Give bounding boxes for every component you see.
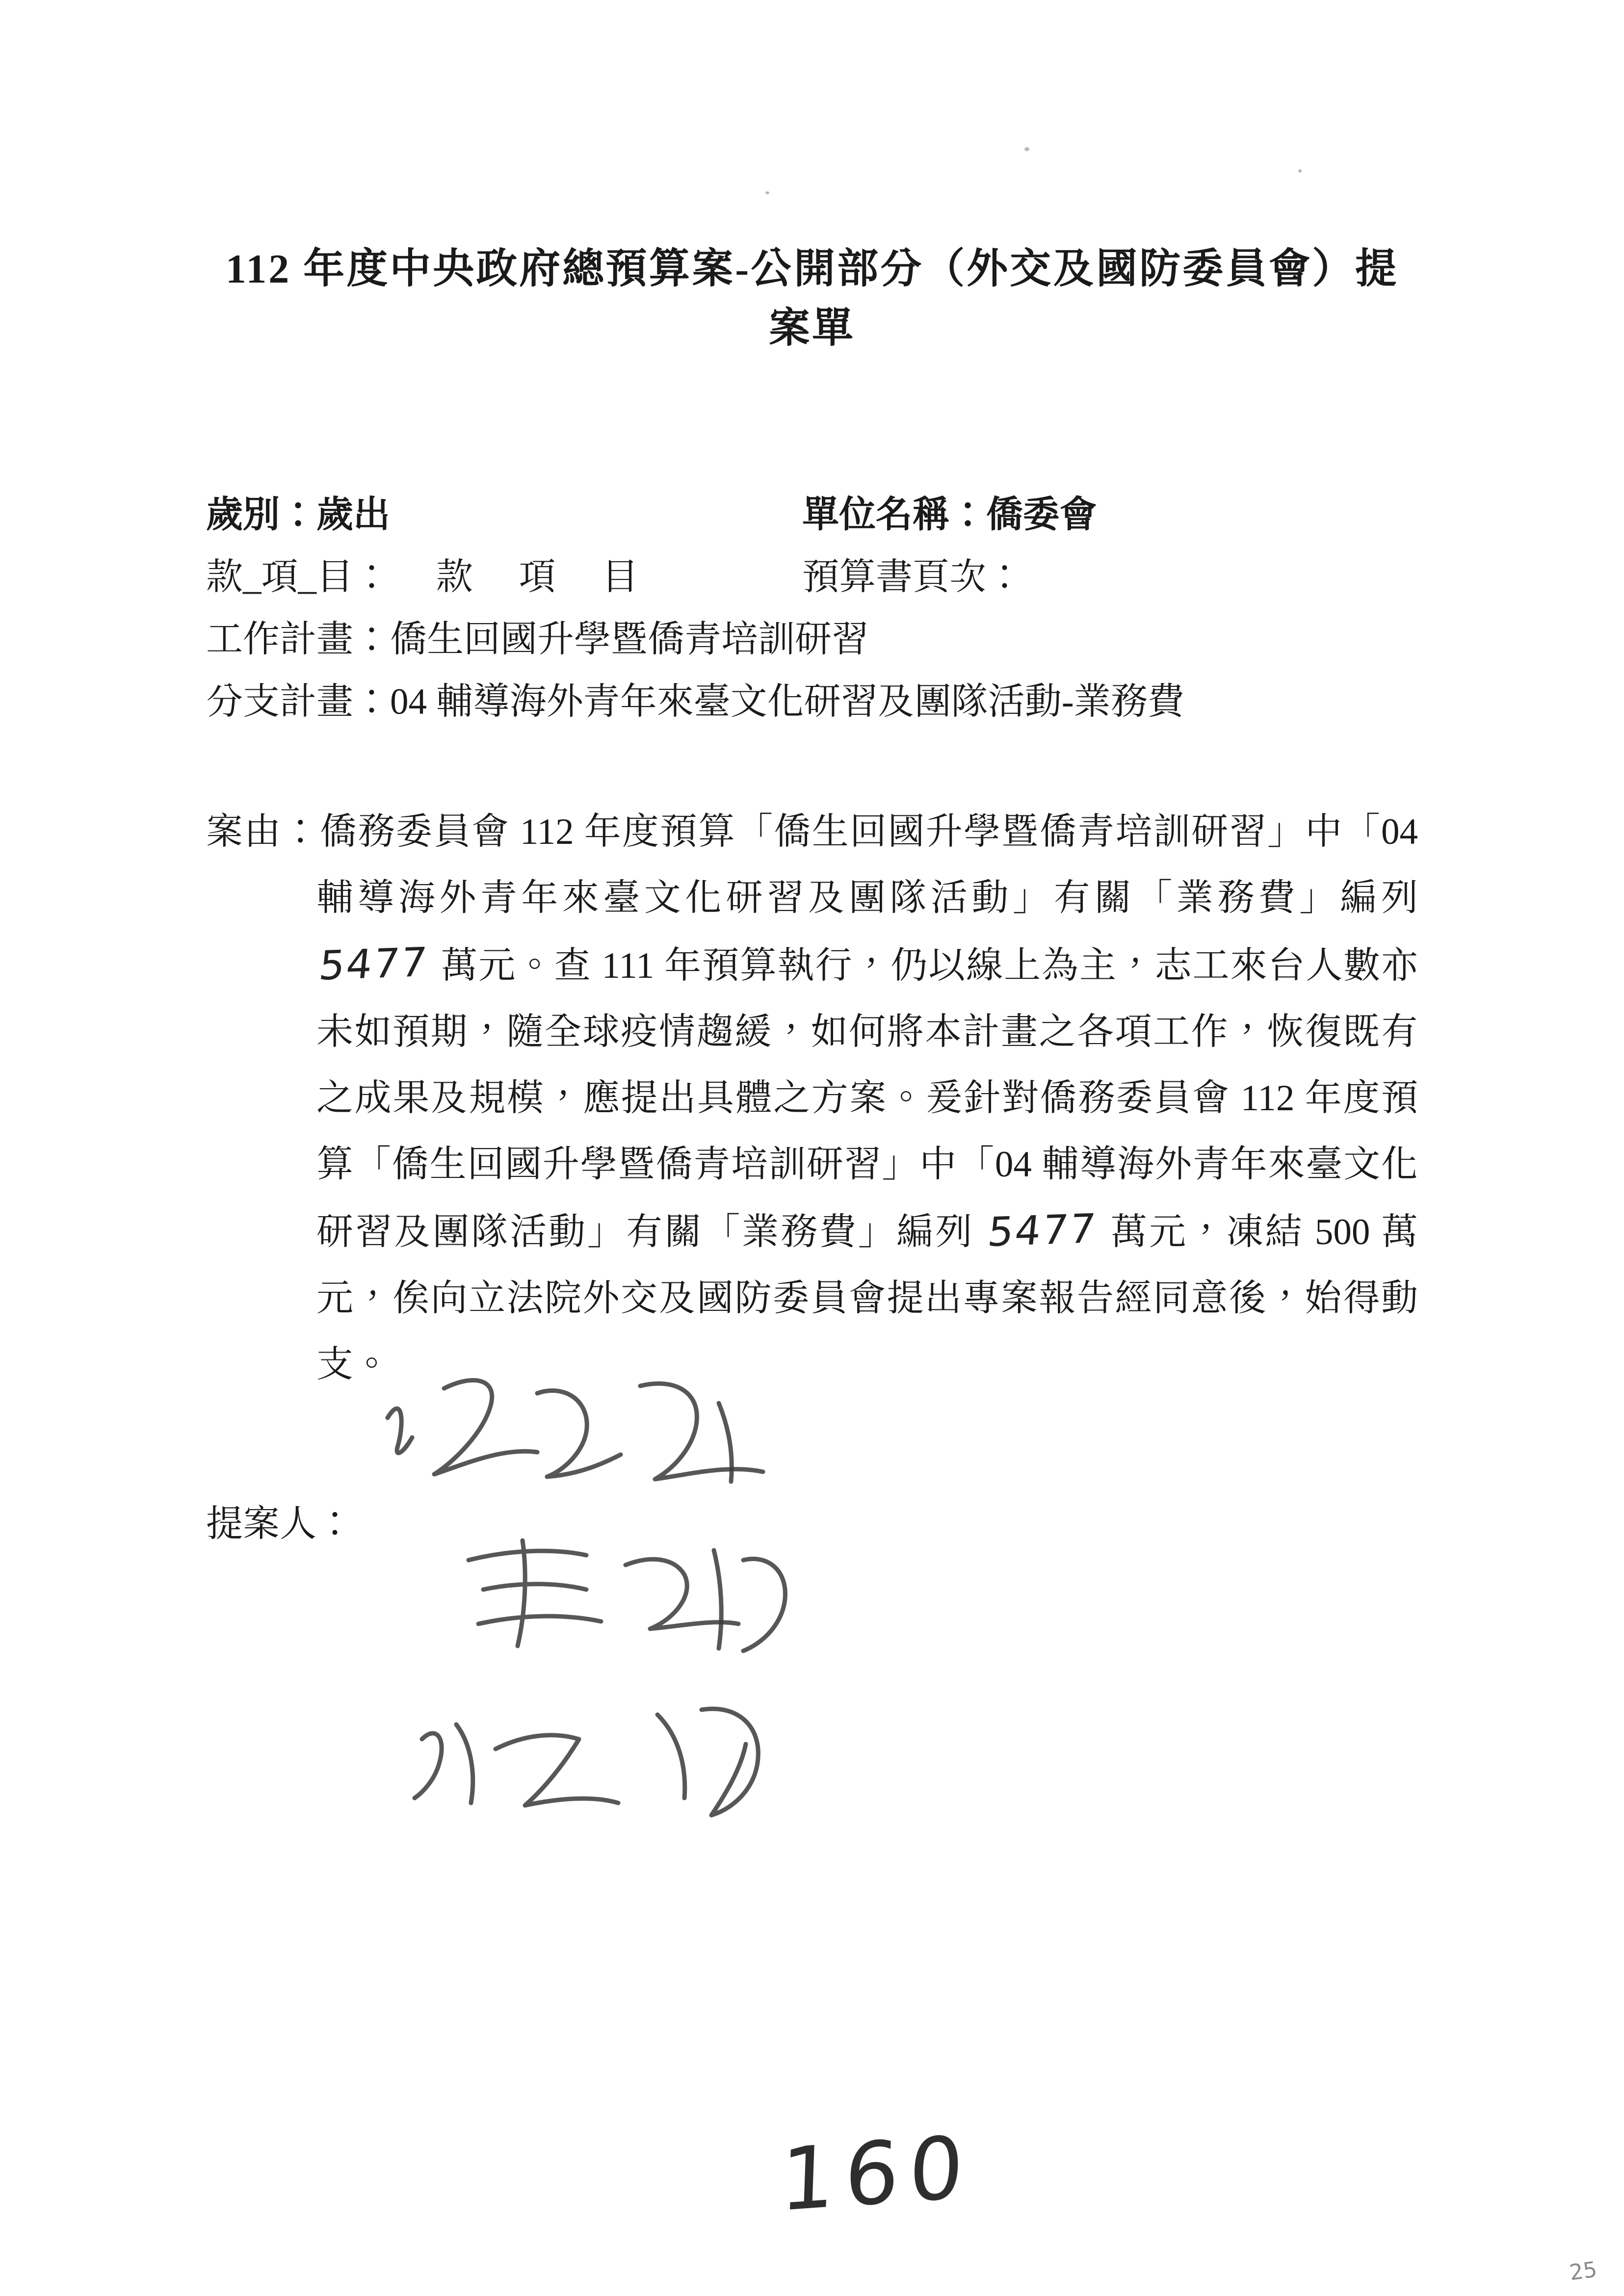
handwritten-amount-2: 5477 bbox=[985, 1205, 1100, 1256]
signature-2-scribble bbox=[439, 1521, 802, 1673]
scan-speck bbox=[765, 191, 769, 194]
field-row-fiscal bbox=[206, 496, 1418, 533]
handwritten-amount-1: 5477 bbox=[316, 939, 431, 990]
signature-3-scribble bbox=[402, 1680, 795, 1832]
work-plan-field: 工作計畫：僑生回國升學暨僑青培訓研習 bbox=[206, 619, 869, 660]
handwritten-page-number: 160 bbox=[778, 2117, 975, 2231]
field-row-item bbox=[206, 559, 1418, 596]
document-title: 112 年度中央政府總預算案-公開部分（外交及國防委員會）提案單 bbox=[225, 246, 1399, 351]
item-columns-field: 款_項_目： 款 項 目 bbox=[206, 557, 639, 598]
field-row-work-plan bbox=[206, 621, 1418, 658]
case-text-part-3: 萬元，凍結 500 萬元，俟向立法院外交及國防委員會提出專案報告經同意後，始得動支。 bbox=[316, 1212, 1418, 1385]
fiscal-category-field: 歲別：歲出 bbox=[206, 495, 391, 535]
case-description bbox=[206, 799, 1418, 1398]
sub-plan-field: 分支計畫：04 輔導海外青年來臺文化研習及團隊活動-業務費 bbox=[206, 681, 1184, 722]
signature-1-scribble bbox=[375, 1359, 778, 1511]
proposer-label: 提案人： bbox=[206, 1504, 354, 1544]
case-label: 案由： bbox=[206, 811, 320, 852]
unit-name-field: 單位名稱：僑委會 bbox=[802, 495, 1097, 535]
scan-speck bbox=[1024, 147, 1029, 151]
field-row-sub-plan bbox=[206, 683, 1418, 720]
corner-page-number: 25 bbox=[1568, 2257, 1599, 2286]
budget-page-field: 預算書頁次： bbox=[802, 557, 1023, 598]
signature-block bbox=[375, 1359, 866, 1859]
scan-speck bbox=[1298, 169, 1302, 173]
case-text-part-2: 萬元。查 111 年預算執行，仍以線上為主，志工來台人數亦未如預期，隨全球疫情趨緩，如何將本計畫之各項工作，恢復既有之成果及規模，應提出具體之方案。爰針對僑務委員會 112 年度預算「僑生回國升學暨僑青培訓研習」中「04 輔導海外青年來臺文化研習及團隊活動」有關「業務費」編列 bbox=[316, 945, 1418, 1252]
case-text-part-1: 僑務委員會 112 年度預算「僑生回國升學暨僑青培訓研習」中「04 輔導海外青年來臺文化研習及團隊活動」有關「業務費」編列 bbox=[316, 811, 1418, 918]
